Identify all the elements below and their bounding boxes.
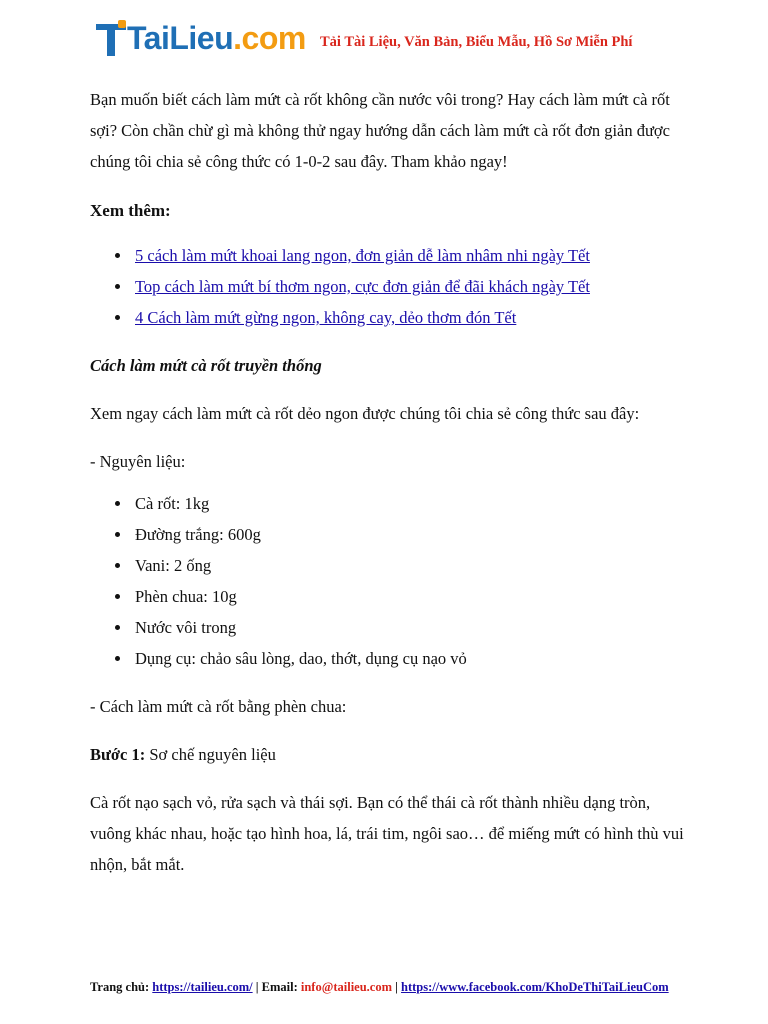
list-item — [90, 302, 690, 333]
step-1-heading — [90, 739, 690, 770]
ingredient-item: Phèn chua: 10g — [90, 581, 690, 612]
footer-home-label: Trang chủ: — [90, 980, 153, 994]
ingredients-label: - Nguyên liệu: — [90, 452, 186, 471]
ingredient-item: Cà rốt: 1kg — [90, 488, 690, 519]
related-link-2[interactable]: Top cách làm mứt bí thơm ngon, cực đơn giản để đãi khách ngày Tết — [135, 277, 590, 296]
ingredients-list — [90, 488, 690, 674]
document-body — [90, 84, 690, 880]
step-1-body: Cà rốt nạo sạch vỏ, rửa sạch và thái sợi. Bạn có thể thái cà rốt thành nhiều dạng tròn, vuông khác nhau, hoặc tạo hình hoa, lá, trái tim, ngôi sao… để miếng mứt có hình thù vui nhộn, bắt mắt. — [90, 793, 684, 874]
page-header — [96, 12, 696, 60]
footer-separator: | Email: — [252, 980, 301, 994]
logo-text-part1: Tai — [127, 20, 170, 56]
list-item — [90, 271, 690, 302]
related-link-3[interactable]: 4 Cách làm mứt gừng ngon, không cay, dẻo thơm đón Tết — [135, 308, 517, 327]
ingredient-item: Dụng cụ: chảo sâu lòng, dao, thớt, dụng cụ nạo vỏ — [90, 643, 690, 674]
footer-facebook-link[interactable]: https://www.facebook.com/KhoDeThiTaiLieuCom — [401, 980, 669, 994]
step-1-label: Bước 1: — [90, 745, 146, 764]
section-title: Cách làm mứt cà rốt truyền thống — [90, 356, 322, 375]
logo-mark-icon — [96, 20, 126, 56]
intro-paragraph: Bạn muốn biết cách làm mứt cà rốt không cần nước vôi trong? Hay cách làm mứt cà rốt sợi? Còn chần chừ gì mà không thử ngay hướng dẫn cách làm mứt cà rốt đơn giản được chúng tôi chia sẻ công thức có 1-0-2 sau đây. Tham khảo ngay! — [90, 90, 670, 171]
step-1-title: Sơ chế nguyên liệu — [145, 745, 276, 764]
logo-text-part3: .com — [233, 20, 306, 56]
method-label: - Cách làm mứt cà rốt bằng phèn chua: — [90, 697, 347, 716]
related-link-1[interactable]: 5 cách làm mứt khoai lang ngon, đơn giản dễ làm nhâm nhi ngày Tết — [135, 246, 590, 265]
site-logo[interactable] — [96, 12, 306, 56]
ingredient-item: Vani: 2 ống — [90, 550, 690, 581]
see-more-heading: Xem thêm: — [90, 201, 171, 220]
logo-text-part2: Lieu — [169, 20, 234, 56]
footer-separator: | — [392, 980, 402, 994]
ingredient-item: Nước vôi trong — [90, 612, 690, 643]
ingredient-item: Đường trắng: 600g — [90, 519, 690, 550]
footer-home-link[interactable]: https://tailieu.com/ — [152, 980, 253, 994]
related-links-list — [90, 240, 690, 333]
footer-email-link[interactable]: info@tailieu.com — [300, 980, 393, 994]
list-item — [90, 240, 690, 271]
section-lead: Xem ngay cách làm mứt cà rốt dẻo ngon được chúng tôi chia sẻ công thức sau đây: — [90, 404, 640, 423]
header-tagline: Tải Tài Liệu, Văn Bản, Biểu Mẫu, Hồ Sơ Miễn Phí — [320, 34, 633, 50]
page-footer — [90, 980, 710, 995]
logo-text — [127, 20, 306, 56]
